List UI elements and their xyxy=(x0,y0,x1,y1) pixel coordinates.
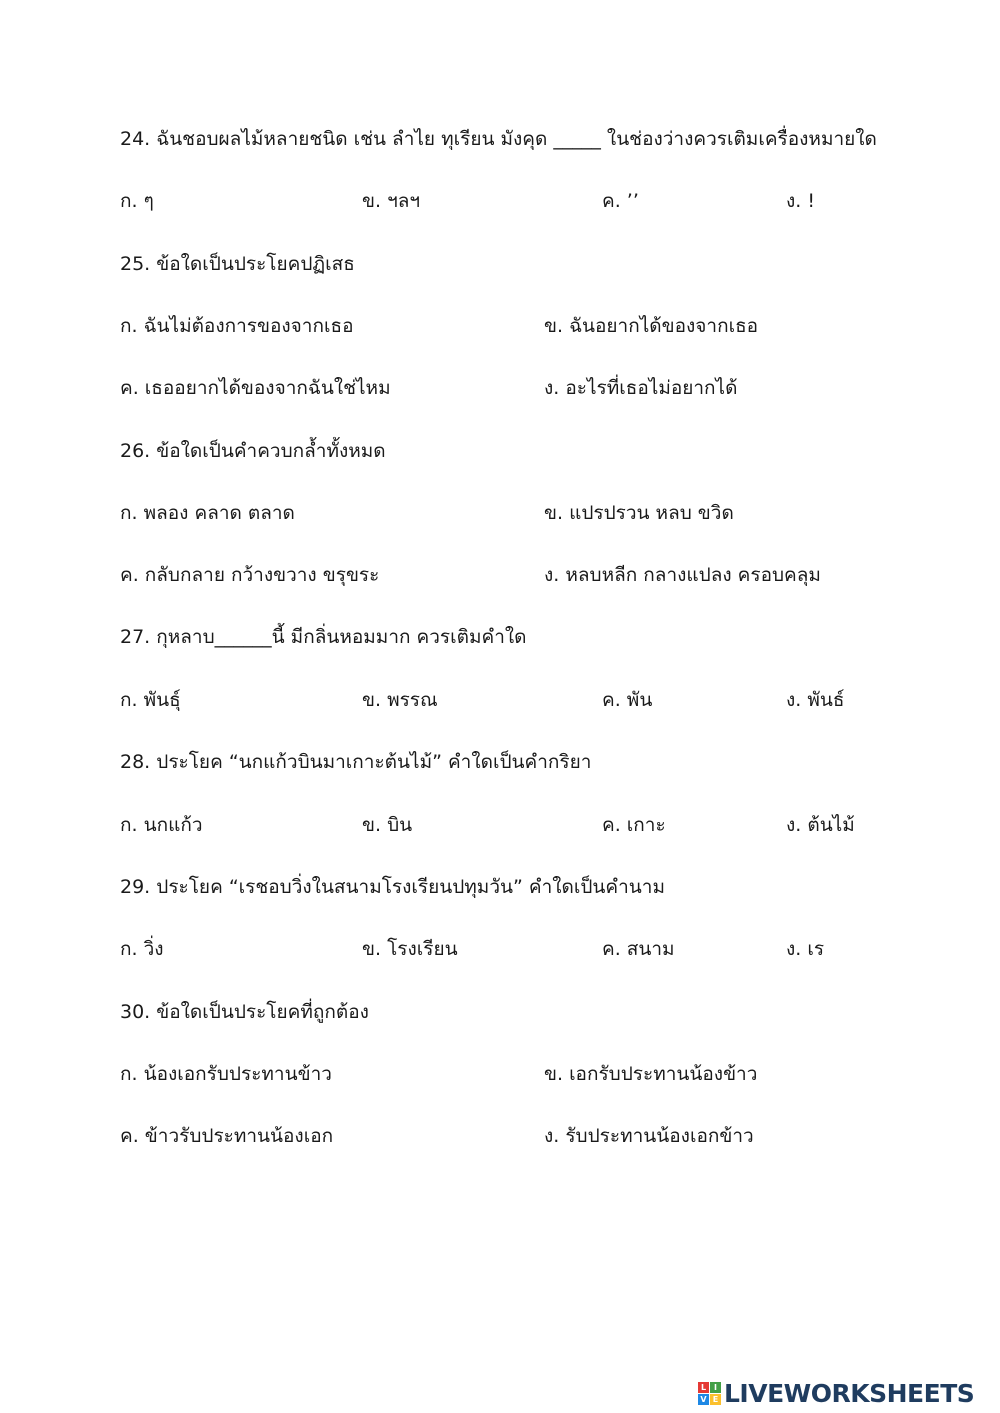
liveworksheets-logo xyxy=(698,1378,974,1408)
option-ngo[interactable]: ง. อะไรที่เธอไม่อยากได้ xyxy=(544,377,738,399)
logo-letter-e: E xyxy=(710,1394,721,1405)
question-26-stem: 26. ข้อใดเป็นคำควบกล้ำทั้งหมด xyxy=(120,440,386,462)
option-kho[interactable]: ข. ฯลฯ xyxy=(362,190,421,212)
option-kho[interactable]: ข. ฉันอยากได้ของจากเธอ xyxy=(544,315,759,337)
option-kho[interactable]: ข. บิน xyxy=(362,814,413,836)
option-kho-khwai[interactable]: ค. เธออยากได้ของจากฉันใช่ไหม xyxy=(120,377,391,399)
logo-mark-icon xyxy=(698,1382,721,1405)
logo-letter-l: L xyxy=(698,1382,709,1393)
option-kho-khwai[interactable]: ค. พัน xyxy=(602,689,653,711)
logo-letter-v: V xyxy=(698,1394,709,1405)
option-kho[interactable]: ข. เอกรับประทานน้องข้าว xyxy=(544,1063,758,1085)
question-25-stem: 25. ข้อใดเป็นประโยคปฏิเสธ xyxy=(120,253,355,275)
option-ko[interactable]: ก. วิ่ง xyxy=(120,938,164,960)
option-kho-khwai[interactable]: ค. ’’ xyxy=(602,190,639,212)
question-24-stem: 24. ฉันชอบผลไม้หลายชนิด เช่น ลำไย ทุเรียน มังคุด _____ ในช่องว่างควรเติมเครื่องหมายใด xyxy=(120,128,877,150)
option-ngo[interactable]: ง. รับประทานน้องเอกข้าว xyxy=(544,1125,754,1147)
option-ko[interactable]: ก. พันธุ์ xyxy=(120,689,181,711)
option-kho-khwai[interactable]: ค. เกาะ xyxy=(602,814,666,836)
question-29-stem: 29. ประโยค “เรชอบวิ่งในสนามโรงเรียนปทุมวัน” คำใดเป็นคำนาม xyxy=(120,876,665,898)
option-ngo[interactable]: ง. ! xyxy=(786,190,815,212)
option-ko[interactable]: ก. ฉันไม่ต้องการของจากเธอ xyxy=(120,315,354,337)
logo-text: LIVEWORKSHEETS xyxy=(724,1378,975,1408)
option-ko[interactable]: ก. น้องเอกรับประทานข้าว xyxy=(120,1063,332,1085)
option-ngo[interactable]: ง. พันธ์ xyxy=(786,689,845,711)
option-kho-khwai[interactable]: ค. กลับกลาย กว้างขวาง ขรุขระ xyxy=(120,564,380,586)
question-30-stem: 30. ข้อใดเป็นประโยคที่ถูกต้อง xyxy=(120,1001,369,1023)
option-ko[interactable]: ก. นกแก้ว xyxy=(120,814,203,836)
logo-letter-i: I xyxy=(710,1382,721,1393)
option-ngo[interactable]: ง. หลบหลีก กลางแปลง ครอบคลุม xyxy=(544,564,821,586)
option-ko[interactable]: ก. ๆ xyxy=(120,190,154,212)
question-27-stem: 27. กุหลาบ______นี้ มีกลิ่นหอมมาก ควรเติมคำใด xyxy=(120,626,527,648)
option-ko[interactable]: ก. พลอง คลาด ตลาด xyxy=(120,502,295,524)
option-ngo[interactable]: ง. เร xyxy=(786,938,825,960)
question-28-stem: 28. ประโยค “นกแก้วบินมาเกาะต้นไม้” คำใดเป็นคำกริยา xyxy=(120,751,592,773)
option-kho-khwai[interactable]: ค. สนาม xyxy=(602,938,675,960)
option-ngo[interactable]: ง. ต้นไม้ xyxy=(786,814,855,836)
option-kho-khwai[interactable]: ค. ข้าวรับประทานน้องเอก xyxy=(120,1125,334,1147)
option-kho[interactable]: ข. พรรณ xyxy=(362,689,438,711)
option-kho[interactable]: ข. โรงเรียน xyxy=(362,938,458,960)
option-kho[interactable]: ข. แปรปรวน หลบ ขวิด xyxy=(544,502,734,524)
